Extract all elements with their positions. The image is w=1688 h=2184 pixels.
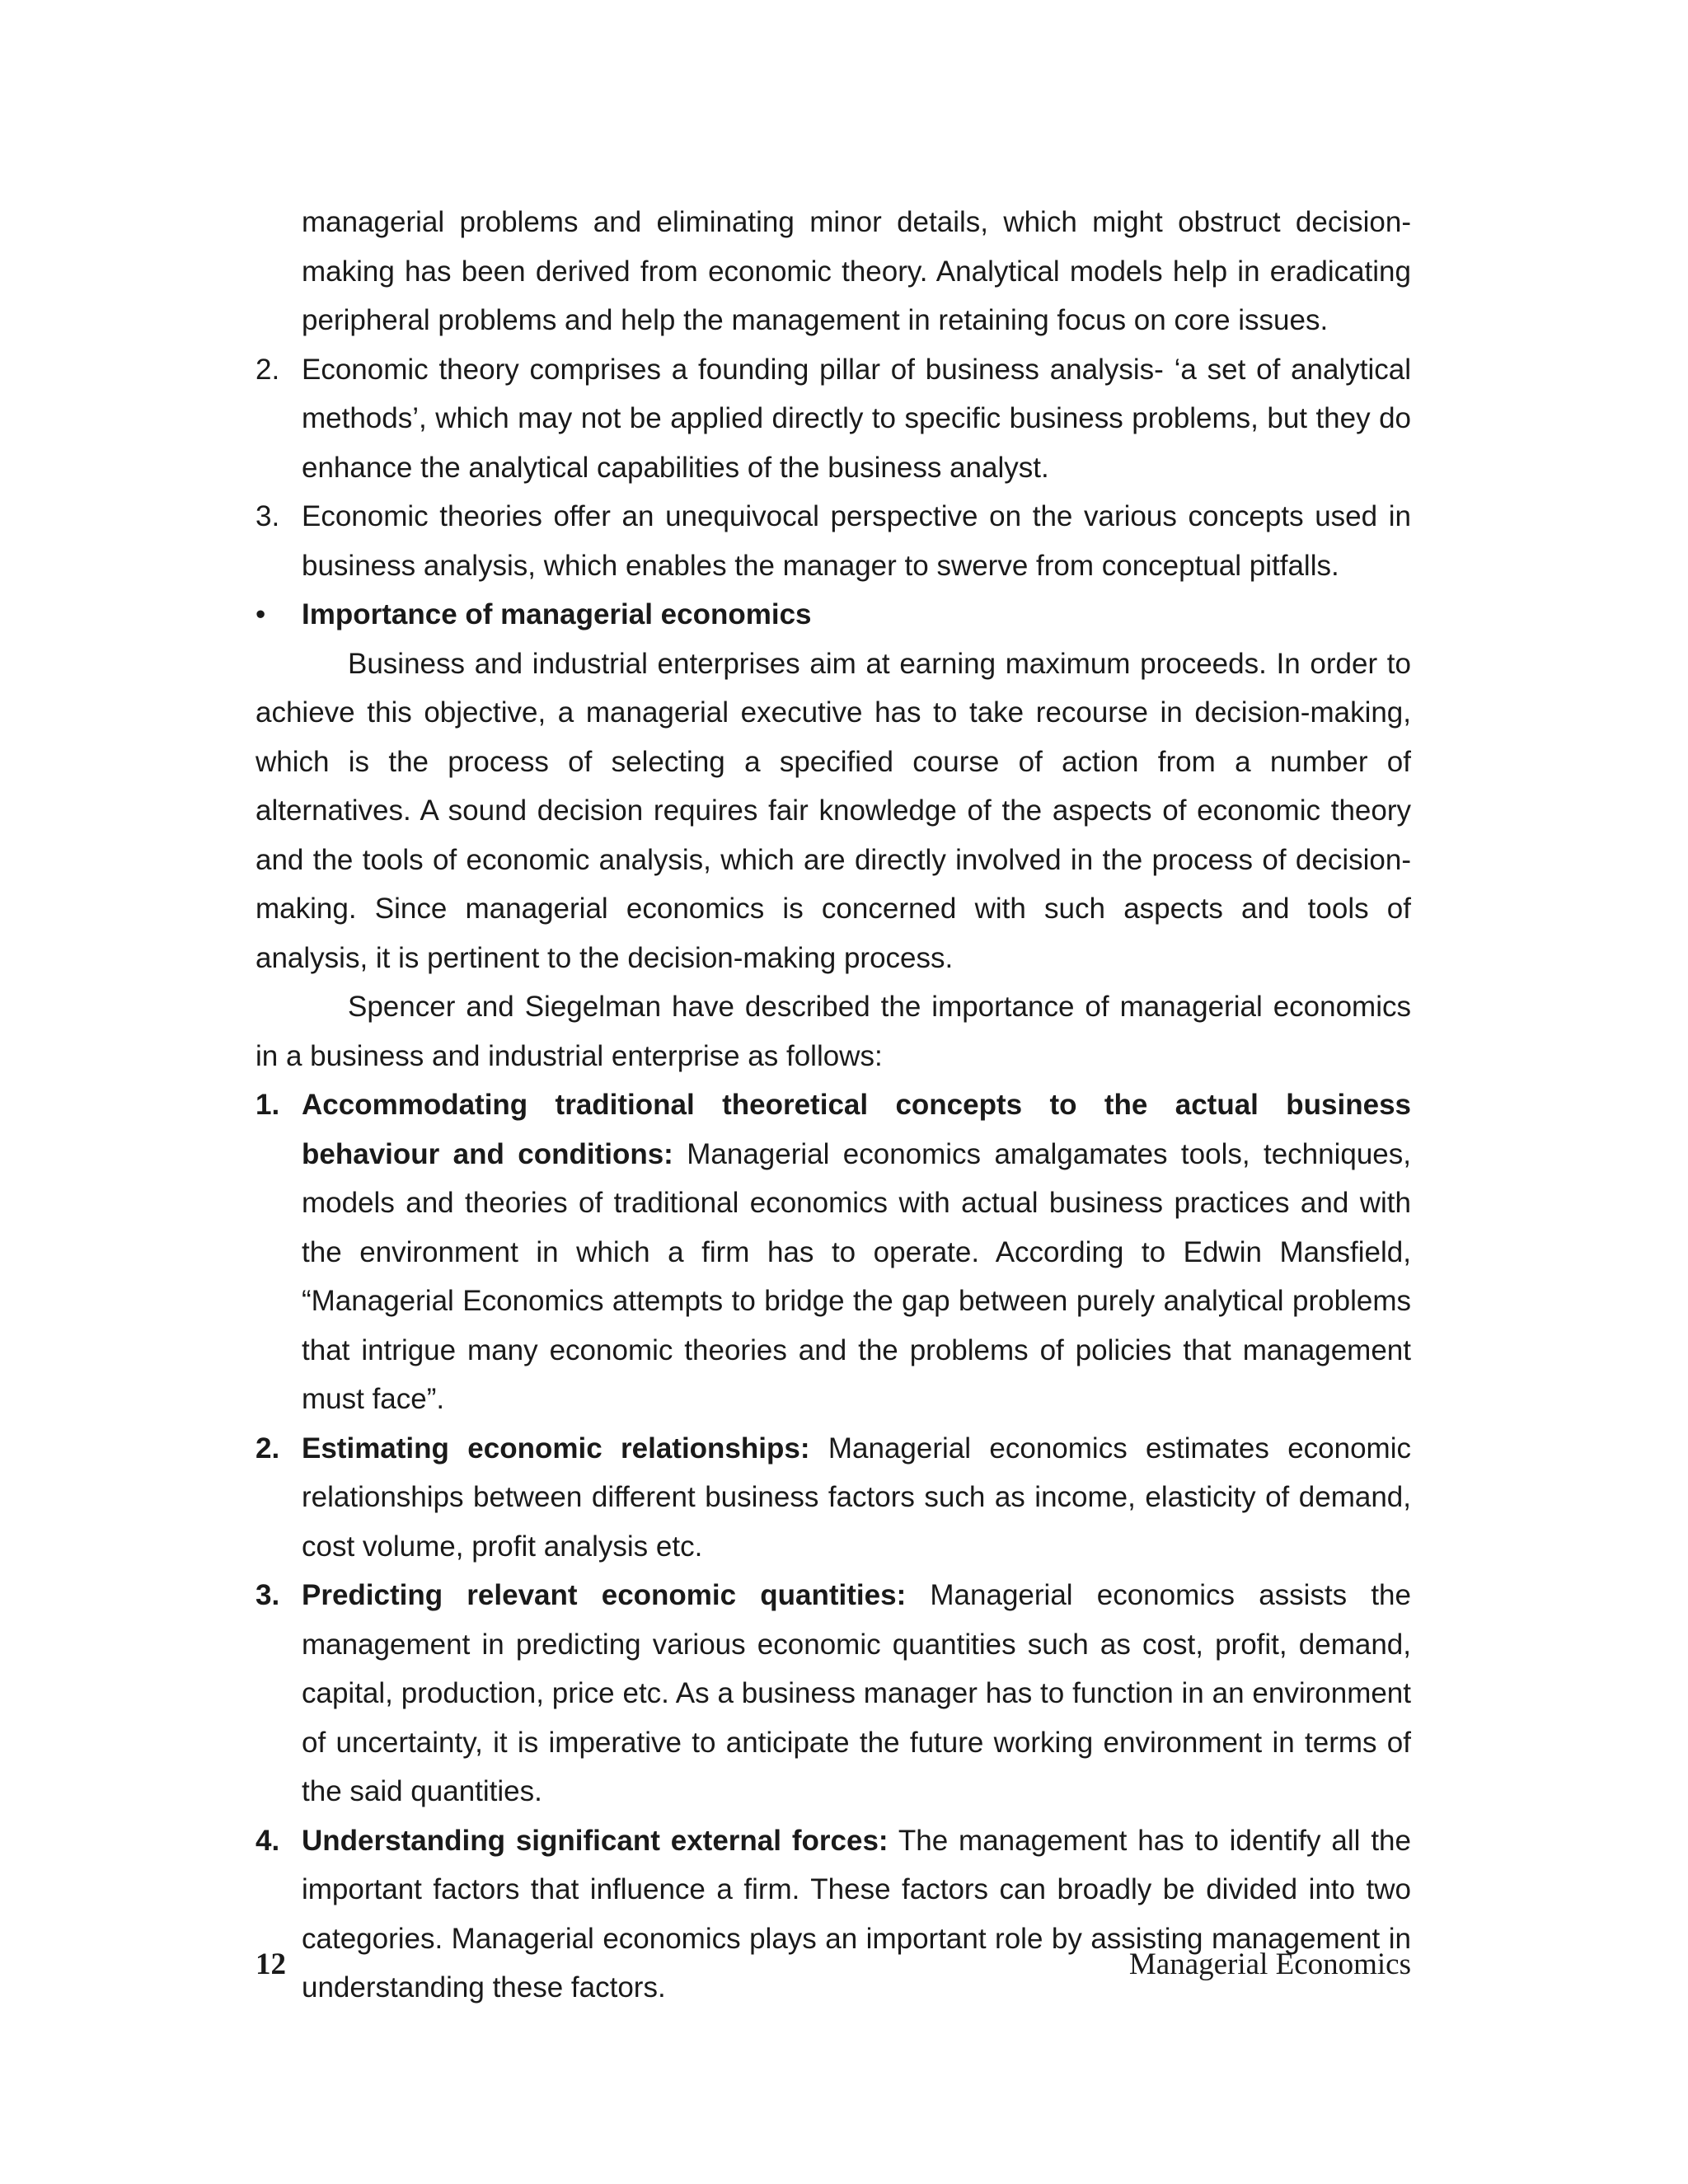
section-heading-row [256, 590, 1411, 640]
list-marker: 3. [256, 500, 280, 532]
importance-point-2 [256, 1424, 1411, 1572]
list-marker: 2. [256, 1432, 280, 1465]
list-item-text: Managerial economics estimates economic relationships between different business factors such as income, elasticity of demand, cost volume, profit analysis etc. [302, 1432, 1411, 1563]
list-item-text: Economic theories offer an unequivocal perspective on the various concepts used in business analysis, which enables the manager to swerve from conceptual pitfalls. [302, 500, 1411, 582]
page-body [256, 198, 1411, 2013]
list-marker: 1. [256, 1089, 280, 1121]
bullet-icon: • [256, 598, 266, 630]
continuation-paragraph: managerial problems and eliminating minor details, which might obstruct decision-making has been derived from economic theory. Analytical models help in eradicating peripheral problems and help the management in retaining focus on core issues. [302, 206, 1411, 336]
list-marker: 4. [256, 1824, 280, 1857]
list-item-text: Managerial economics amalgamates tools, techniques, models and theories of traditional economics with actual business practices and with the environment in which a firm has to operate. According to Edwin Mansfield, “Managerial Economics attempts to bridge the gap between purely analytical problems that intrigue many economic theories and the problems of policies that management must face”. [302, 1137, 1411, 1415]
importance-point-1 [256, 1080, 1411, 1424]
list-marker: 3. [256, 1579, 280, 1611]
page-footer [256, 1947, 1411, 1996]
theory-point-2 [256, 345, 1411, 493]
list-item-title: Predicting relevant economic quantities: [302, 1579, 907, 1611]
section-paragraph-2: Spencer and Siegelman have described the importance of managerial economics in a business and industrial enterprise as follows: [256, 991, 1411, 1072]
list-item-title: Understanding significant external forces: [302, 1824, 889, 1857]
section-heading: Importance of managerial economics [302, 598, 812, 630]
list-marker: 2. [256, 353, 280, 386]
list-item-text: The management has to identify all the important factors that influence a firm. These factors can broadly be divided into two categories. Managerial economics plays an important role by assisting management in understanding these factors. [302, 1824, 1411, 2004]
list-item-title: Estimating economic relationships: [302, 1432, 810, 1465]
importance-point-3 [256, 1571, 1411, 1816]
page-number: 12 [256, 1947, 286, 1981]
theory-point-3 [256, 492, 1411, 590]
list-item-text: Managerial economics assists the management in predicting various economic quantities such as cost, profit, demand, capital, production, price etc. As a business manager has to function in an environment of uncertainty, it is imperative to anticipate the future working environment in terms of the said quantities. [302, 1579, 1411, 1807]
section-paragraph-1: Business and industrial enterprises aim at earning maximum proceeds. In order to achieve this objective, a managerial executive has to take recourse in decision-making, which is the process of selecting a specified course of action from a number of alternatives. A sound decision requires fair knowledge of the aspects of economic theory and the tools of economic analysis, which are directly involved in the process of decision-making. Since managerial economics is concerned with such aspects and tools of analysis, it is pertinent to the decision-making process. [256, 647, 1411, 974]
list-item-text: Economic theory comprises a founding pillar of business analysis- ‘a set of analytical methods’, which may not be applied directly to specific business problems, but they do enhance the analytical capabilities of the business analyst. [302, 353, 1411, 484]
running-title: Managerial Economics [1128, 1947, 1411, 1981]
list-item-title: Accommodating traditional theoretical concepts to the actual business behaviour and conditions: [302, 1089, 1411, 1170]
